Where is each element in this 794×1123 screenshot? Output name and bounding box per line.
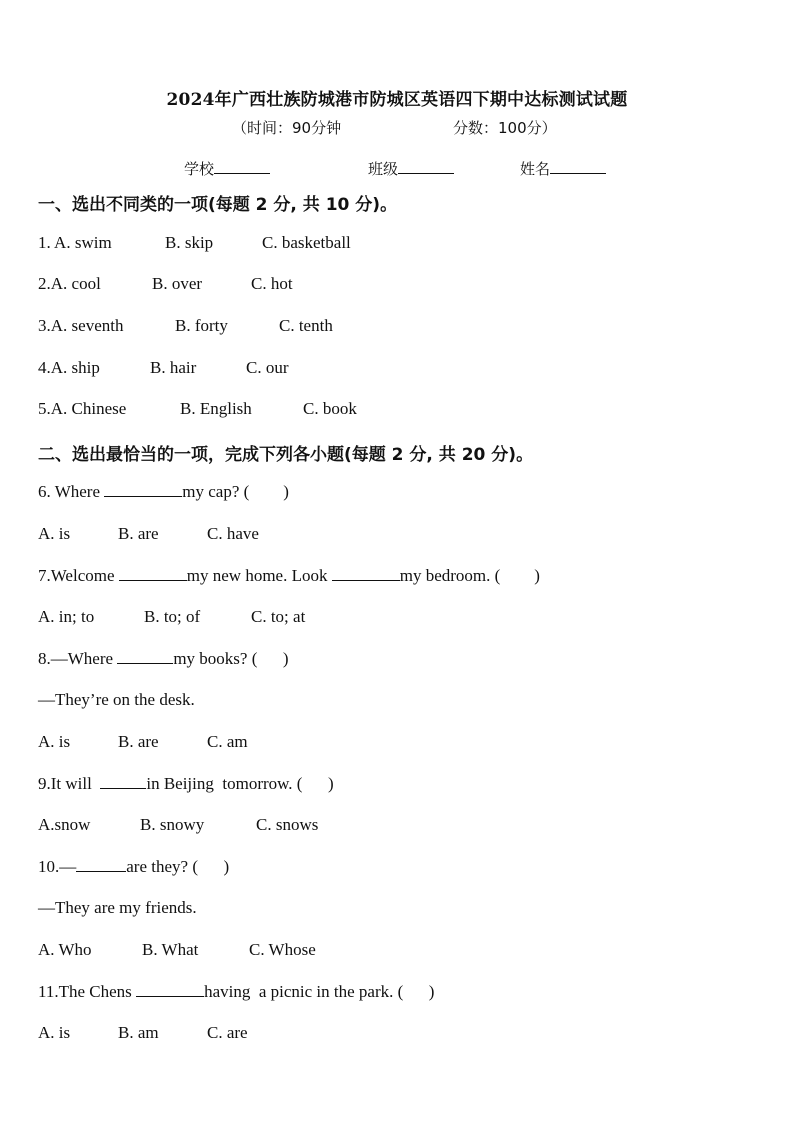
q4-option-a: 4.A. ship — [38, 358, 100, 377]
q10-stem-start: 10.— — [38, 857, 77, 876]
q5-option-b: B. English — [180, 399, 252, 418]
q3-option-c: C. tenth — [279, 316, 333, 335]
class-blank — [398, 160, 454, 174]
q7-stem — [38, 566, 540, 586]
class-label: 班级 — [368, 160, 399, 178]
section-2-heading: 二、选出最恰当的一项，完成下列各小题(每题 2 分, 共 20 分)。 — [38, 445, 534, 465]
q10-stem-end: are they? ( ) — [126, 857, 230, 876]
q6-blank — [104, 482, 182, 497]
q9-stem-end: in Beijing tomorrow. ( ) — [146, 774, 334, 793]
q11-option-b: B. am — [118, 1023, 159, 1042]
q2-option-b: B. over — [152, 274, 203, 293]
q9-stem-start: 9.It will — [38, 774, 101, 793]
page-title: 2024年广西壮族防城港市防城区英语四下期中达标测试试题 — [166, 90, 628, 110]
q10-option-c: C. Whose — [249, 940, 316, 959]
q10-option-b: B. What — [142, 940, 199, 959]
q1-option-c: C. basketball — [262, 233, 351, 252]
q10-blank — [76, 857, 126, 872]
name-label: 姓名 — [520, 160, 551, 178]
school-blank — [214, 160, 270, 174]
section-1-heading: 一、选出不同类的一项(每题 2 分, 共 10 分)。 — [38, 195, 398, 215]
q5-option-c: C. book — [303, 399, 357, 418]
q9-stem — [38, 774, 334, 794]
q11-option-c: C. are — [207, 1023, 248, 1042]
q10-option-a: A. Who — [38, 940, 92, 959]
q8-reply: —They’re on the desk. — [38, 690, 195, 709]
q6-option-c: C. have — [207, 524, 259, 543]
q11-option-a: A. is — [38, 1023, 71, 1042]
name-blank — [550, 160, 606, 174]
q9-option-b: B. snowy — [140, 815, 205, 834]
exam-time: （时间：90分钟 — [232, 119, 342, 137]
q6-stem-end: my cap? ( ) — [182, 482, 289, 501]
q10-reply: —They are my friends. — [38, 898, 197, 917]
q7-option-b: B. to; of — [144, 607, 201, 626]
q2-option-c: C. hot — [251, 274, 293, 293]
q1-option-a: 1. A. swim — [38, 233, 112, 252]
q5-option-a: 5.A. Chinese — [38, 399, 127, 418]
q7-option-a: A. in; to — [38, 607, 95, 626]
q7-option-c: C. to; at — [251, 607, 306, 626]
q7-stem-start: 7.Welcome — [38, 566, 119, 585]
q4-option-c: C. our — [246, 358, 289, 377]
q11-blank — [136, 982, 204, 997]
q8-option-c: C. am — [207, 732, 248, 751]
q6-stem — [38, 482, 289, 502]
q8-stem-end: my books? ( ) — [173, 649, 289, 668]
q4-option-b: B. hair — [150, 358, 197, 377]
q9-option-c: C. snows — [256, 815, 319, 834]
q9-blank — [100, 774, 146, 789]
q7-blank-1 — [119, 566, 187, 581]
q11-stem-start: 11.The Chens — [38, 982, 137, 1001]
q6-option-a: A. is — [38, 524, 71, 543]
q8-stem-start: 8.—Where — [38, 649, 118, 668]
q6-stem-start: 6. Where — [38, 482, 105, 501]
q10-stem — [38, 857, 229, 877]
q11-stem — [38, 982, 434, 1002]
class-field — [368, 158, 454, 179]
q7-stem-middle: my new home. Look — [186, 566, 332, 585]
q7-blank-2 — [332, 566, 400, 581]
q7-stem-end: my bedroom. ( ) — [399, 566, 540, 585]
school-label: 学校 — [184, 160, 215, 178]
exam-score: 分数：100分） — [453, 119, 557, 137]
q8-stem — [38, 649, 289, 669]
school-field — [184, 158, 270, 179]
q11-stem-end: having a picnic in the park. ( ) — [204, 982, 435, 1001]
q9-option-a: A.snow — [38, 815, 91, 834]
q2-option-a: 2.A. cool — [38, 274, 101, 293]
q8-option-b: B. are — [118, 732, 159, 751]
q8-option-a: A. is — [38, 732, 71, 751]
q3-option-a: 3.A. seventh — [38, 316, 124, 335]
q1-option-b: B. skip — [165, 233, 214, 252]
q6-option-b: B. are — [118, 524, 159, 543]
q8-blank — [117, 649, 173, 664]
name-field — [520, 158, 606, 179]
q3-option-b: B. forty — [175, 316, 228, 335]
